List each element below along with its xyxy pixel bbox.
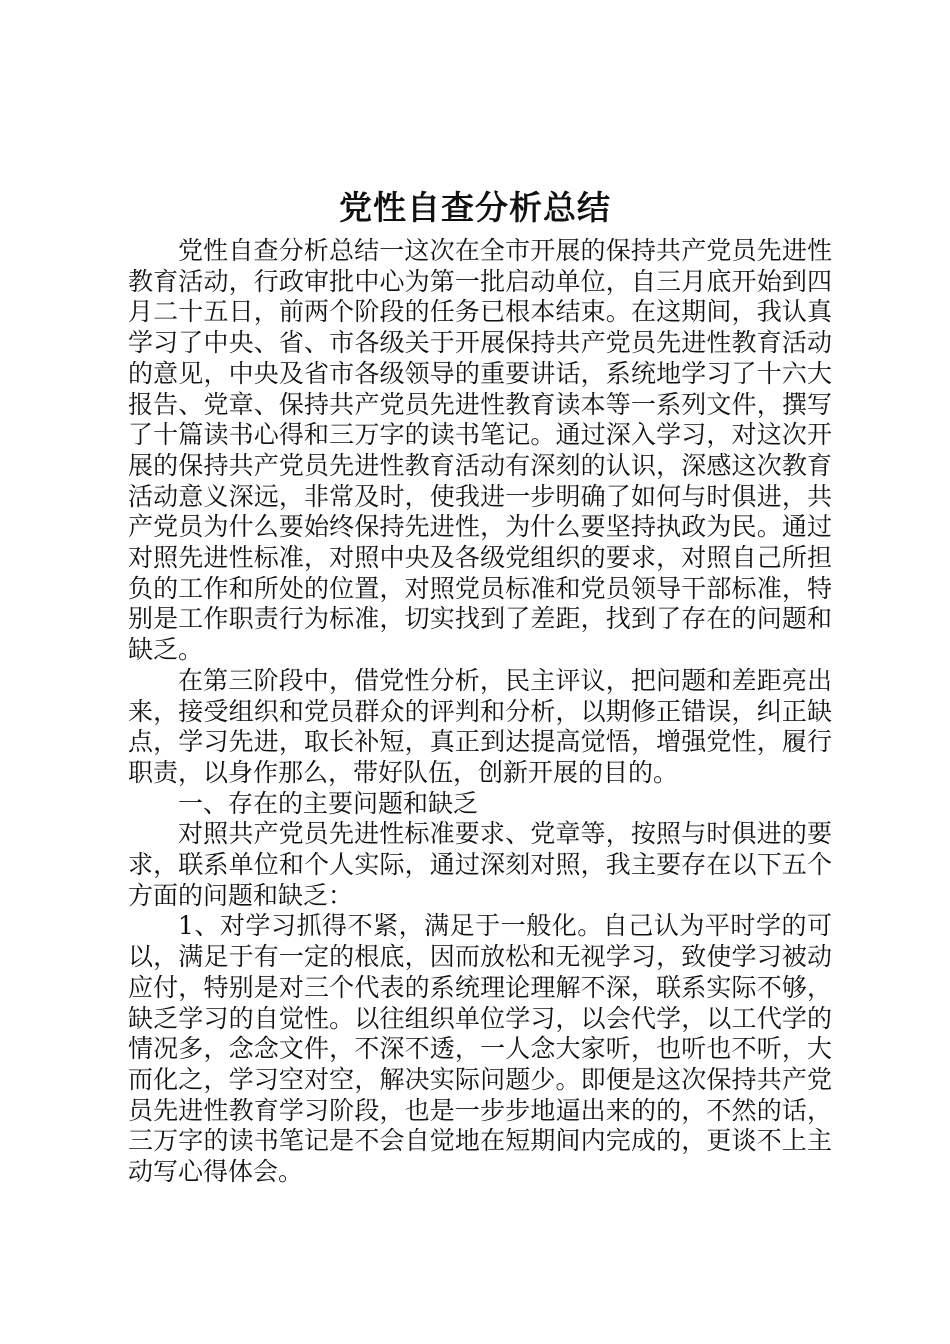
document-body bbox=[128, 236, 832, 1188]
paragraph-comparison: 对照共产党员先进性标准要求、党章等，按照与时俱进的要求，联系单位和个人实际，通过深刻对照，我主要存在以下五个方面的问题和缺乏： bbox=[128, 819, 832, 910]
paragraph-intro: 党性自查分析总结一这次在全市开展的保持共产党员先进性教育活动，行政审批中心为第一批启动单位，自三月底开始到四月二十五日，前两个阶段的任务已根本结束。在这期间，我认真学习了中央、省、市各级关于开展保持共产党员先进性教育活动的意见，中央及省市各级领导的重要讲话，系统地学习了十六大报告、党章、保持共产党员先进性教育读本等一系列文件，撰写了十篇读书心得和三万字的读书笔记。通过深入学习，对这次开展的保持共产党员先进性教育活动有深刻的认识，深感这次教育活动意义深远，非常及时，使我进一步明确了如何与时俱进，共产党员为什么要始终保持先进性，为什么要坚持执政为民。通过对照先进性标准，对照中央及各级党组织的要求，对照自己所担负的工作和所处的位置，对照党员标准和党员领导干部标准，特别是工作职责行为标准，切实找到了差距，找到了存在的问题和缺乏。 bbox=[128, 236, 832, 665]
document-title: 党性自查分析总结 bbox=[339, 188, 611, 227]
paragraph-item-1: 1、对学习抓得不紧，满足于一般化。自己认为平时学的可以，满足于有一定的根底，因而放松和无视学习，致使学习被动应付，特别是对三个代表的系统理论理解不深，联系实际不够，缺乏学习的自觉性。以往组织单位学习，以会代学，以工代学的情况多，念念文件，不深不透，一人念大家听，也听也不听，大而化之，学习空对空，解决实际问题少。即便是这次保持共产党员先进性教育学习阶段，也是一步步地逼出来的的，不然的话，三万字的读书笔记是不会自觉地在短期间内完成的，更谈不上主动写心得体会。 bbox=[128, 911, 832, 1187]
paragraph-third-stage: 在第三阶段中，借党性分析，民主评议，把问题和差距亮出来，接受组织和党员群众的评判和分析，以期修正错误，纠正缺点，学习先进，取长补短，真正到达提高觉悟，增强党性，履行职责，以身作那么，带好队伍，创新开展的目的。 bbox=[128, 665, 832, 787]
section-heading-problems: 一、存在的主要问题和缺乏 bbox=[178, 788, 479, 818]
